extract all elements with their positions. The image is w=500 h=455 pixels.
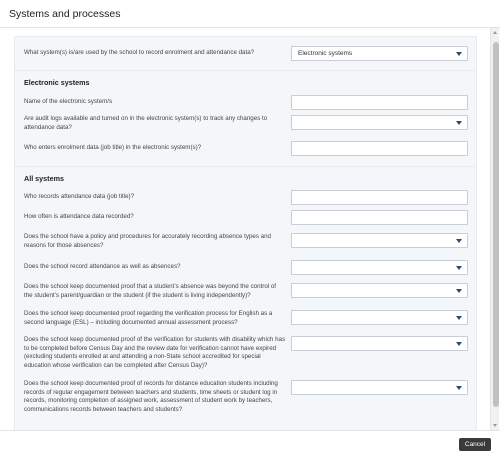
dialog-title: Systems and processes	[9, 8, 121, 20]
question-label: What system(s) is/are used by the school to record enrolment and attendance data?	[24, 49, 255, 56]
attendance-frequency-input[interactable]	[291, 210, 468, 225]
vertical-scrollbar[interactable]	[490, 28, 499, 430]
dialog-header	[0, 0, 500, 28]
disability-verification-select[interactable]	[291, 336, 468, 351]
electronic-system-name-input[interactable]	[291, 95, 468, 110]
chevron-down-icon	[456, 266, 462, 270]
question-label: Does the school keep documented proof that a student’s absence was beyond the control of the student’s parent/guardian or the student (if the student is living independently)?	[24, 283, 277, 299]
chevron-down-icon	[456, 121, 462, 125]
question-label: Name of the electronic system/s	[24, 98, 113, 105]
scroll-up-arrow-icon[interactable]	[493, 31, 497, 34]
systems-used-select[interactable]	[291, 46, 468, 61]
question-label: How often is attendance data recorded?	[24, 213, 134, 220]
question-label: Does the school have a policy and procedures for accurately recording absence types and reasons for those absences?	[24, 233, 271, 249]
question-label: Does the school keep documented proof regarding the verification process for English as a second language (ESL) – including documented annual assessment process?	[24, 310, 273, 326]
question-label: Does the school keep documented proof of records for distance education students including records of regular engagement between teachers and students, time sheets or student log in records, monitoring completion of assigned work, assessment of student work by teachers, communications records between teachers and students?	[24, 380, 278, 413]
question-label: Who enters enrolment data (job title) in the electronic system(s)?	[24, 144, 202, 151]
chevron-down-icon	[456, 342, 462, 346]
esl-verification-select[interactable]	[291, 310, 468, 325]
chevron-down-icon	[456, 289, 462, 293]
chevron-down-icon	[456, 386, 462, 390]
scrollbar-thumb[interactable]	[493, 42, 499, 407]
absence-policy-select[interactable]	[291, 233, 468, 248]
chevron-down-icon	[456, 239, 462, 243]
dialog-body[interactable]	[0, 28, 500, 430]
attendance-recorder-input[interactable]	[291, 190, 468, 205]
enrolment-data-entry-input[interactable]	[291, 141, 468, 156]
form-panel	[14, 36, 477, 430]
section-heading-all: All systems	[24, 174, 64, 183]
absence-proof-select[interactable]	[291, 283, 468, 298]
cancel-button[interactable]: Cancel	[459, 438, 491, 451]
chevron-down-icon	[456, 316, 462, 320]
attendance-and-absences-select[interactable]	[291, 260, 468, 275]
chevron-down-icon	[456, 52, 462, 56]
dialog-footer	[0, 430, 500, 455]
audit-logs-select[interactable]	[291, 115, 468, 130]
question-label: Who records attendance data (job title)?	[24, 193, 135, 200]
section-heading-electronic: Electronic systems	[24, 78, 90, 87]
section-divider	[15, 70, 476, 71]
distance-education-records-select[interactable]	[291, 380, 468, 395]
question-label: Does the school record attendance as well as absences?	[24, 263, 181, 270]
question-label: Does the school keep documented proof of the verification for students with disability which has to be completed before Census Day and the review date for verification cannot have expired (excluding students enrolled at and attending a non-State school accredited for special education whose verification can be completed after Census Day)?	[24, 336, 286, 369]
scroll-down-arrow-icon[interactable]	[493, 424, 497, 427]
select-value: Electronic systems	[298, 50, 353, 57]
section-divider	[15, 166, 476, 167]
question-label: Are audit logs available and turned on in the electronic system(s) to track any changes to attendance data?	[24, 115, 268, 131]
